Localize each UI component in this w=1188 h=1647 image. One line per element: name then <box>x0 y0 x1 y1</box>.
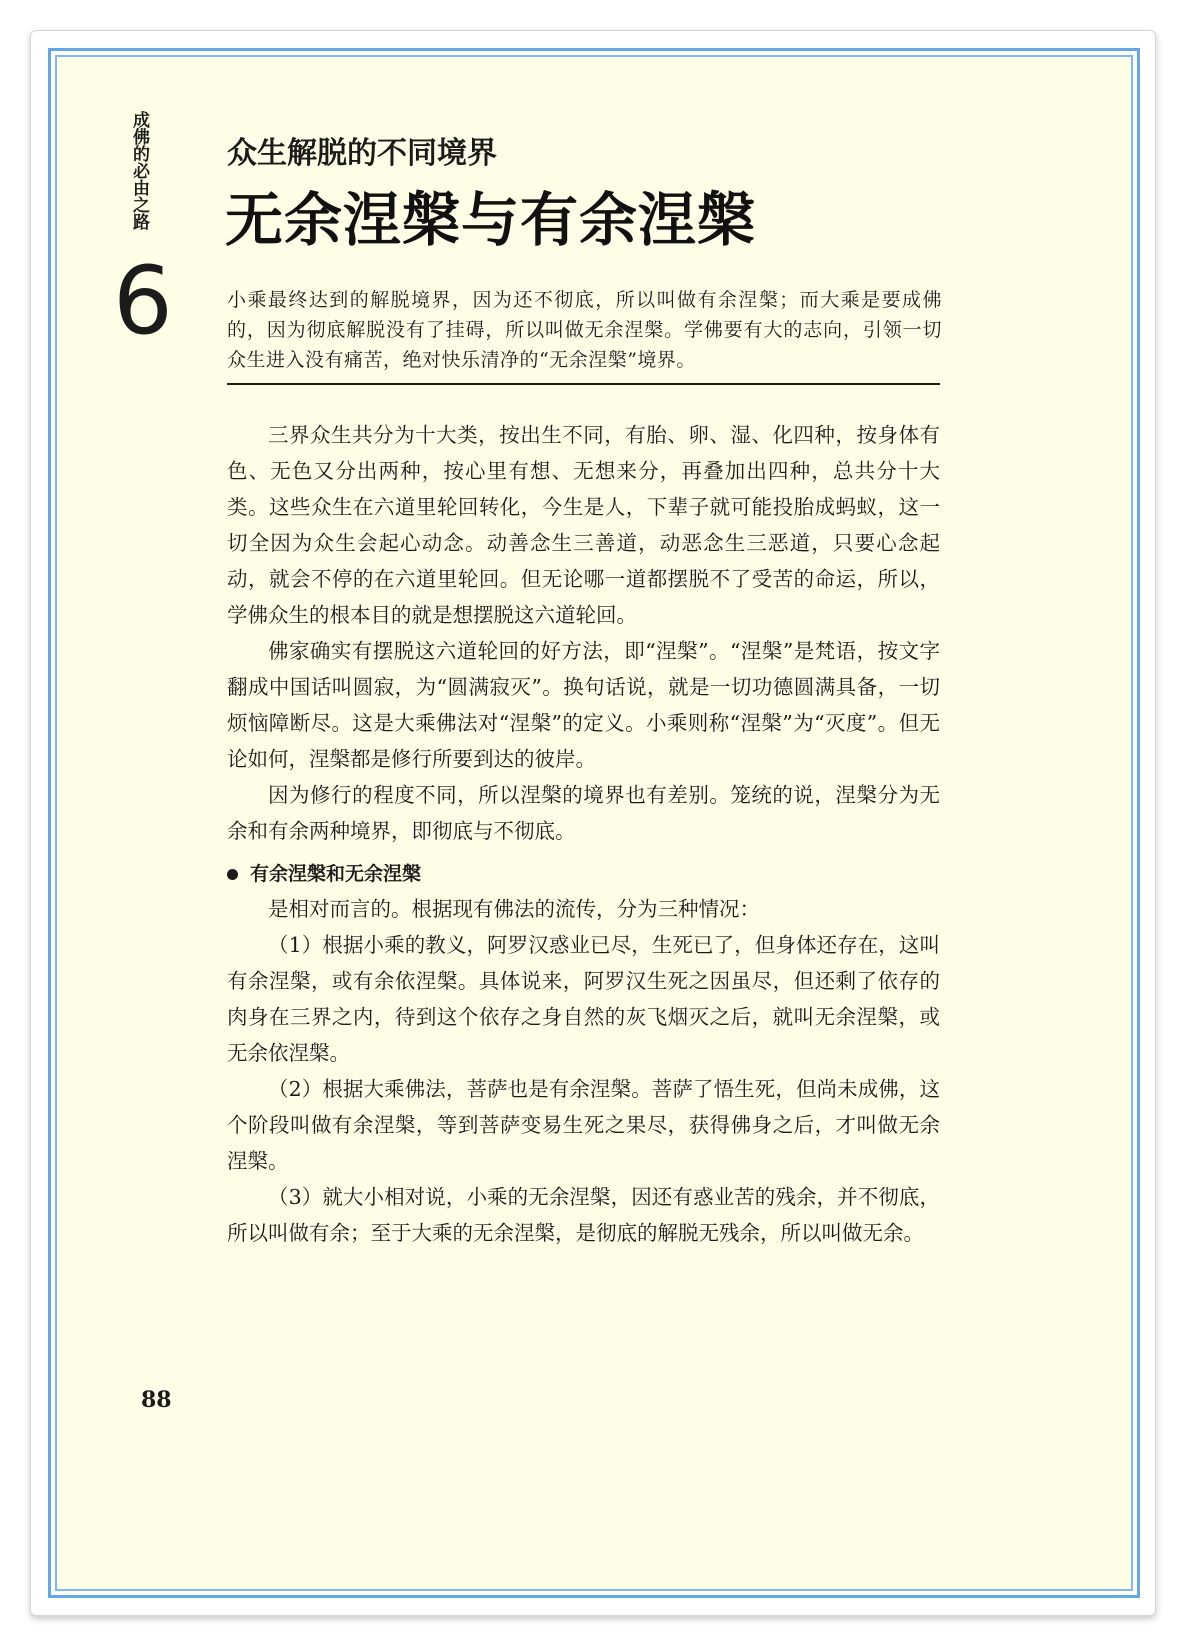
intro-summary: 小乘最终达到的解脱境界，因为还不彻底，所以叫做有余涅槃；而大乘是要成佛的，因为彻底解脱没有了挂碍，所以叫做无余涅槃。学佛要有大的志向，引领一切众生进入没有痛苦，绝对快乐清净的“无余涅槃”境界。 <box>227 289 942 371</box>
body-text <box>227 417 940 1251</box>
running-head-vertical: 成佛的必由之路 <box>129 111 149 230</box>
section-heading <box>227 857 940 891</box>
page-frame <box>48 48 1140 1598</box>
paragraph: 因为修行的程度不同，所以涅槃的境界也有差别。笼统的说，涅槃分为无余和有余两种境界，即彻底与不彻底。 <box>227 783 940 843</box>
chapter-number: 6 <box>113 247 173 356</box>
divider <box>227 383 940 385</box>
paragraph: （2）根据大乘佛法，菩萨也是有余涅槃。菩萨了悟生死，但尚未成佛，这个阶段叫做有余涅槃，等到菩萨变易生死之果尽，获得佛身之后，才叫做无余涅槃。 <box>227 1077 940 1173</box>
page-number: 88 <box>141 1387 172 1413</box>
book-page <box>55 55 1133 1591</box>
page-title: 无余涅槃与有余涅槃 <box>225 186 757 254</box>
paragraph: 佛家确实有摆脱这六道轮回的好方法，即“涅槃”。“涅槃”是梵语，按文字翻成中国话叫圆寂，为“圆满寂灭”。换句话说，就是一切功德圆满具备，一切烦恼障断尽。这是大乘佛法对“涅槃”的定义。小乘则称“涅槃”为“灭度”。但无论如何，涅槃都是修行所要到达的彼岸。 <box>227 639 940 771</box>
page-subtitle: 众生解脱的不同境界 <box>227 136 497 171</box>
paragraph: 三界众生共分为十大类，按出生不同，有胎、卵、湿、化四种，按身体有色、无色又分出两种，按心里有想、无想来分，再叠加出四种，总共分十大类。这些众生在六道里轮回转化，今生是人，下辈子就可能投胎成蚂蚁，这一切全因为众生会起心动念。动善念生三善道，动恶念生三恶道，只要心念起动，就会不停的在六道里轮回。但无论哪一道都摆脱不了受苦的命运，所以，学佛众生的根本目的就是想摆脱这六道轮回。 <box>227 423 940 627</box>
section-heading-text: 有余涅槃和无余涅槃 <box>250 863 422 885</box>
bullet-icon <box>227 869 238 880</box>
paragraph: （3）就大小相对说，小乘的无余涅槃，因还有惑业苦的残余，并不彻底，所以叫做有余；至于大乘的无余涅槃，是彻底的解脱无残余，所以叫做无余。 <box>227 1185 940 1245</box>
paragraph: （1）根据小乘的教义，阿罗汉惑业已尽，生死已了，但身体还存在，这叫有余涅槃，或有余依涅槃。具体说来，阿罗汉生死之因虽尽，但还剩了依存的肉身在三界之内，待到这个依存之身自然的灰飞烟灭之后，就叫无余涅槃，或无余依涅槃。 <box>227 933 940 1065</box>
paragraph: 是相对而言的。根据现有佛法的流传，分为三种情况： <box>268 897 760 921</box>
